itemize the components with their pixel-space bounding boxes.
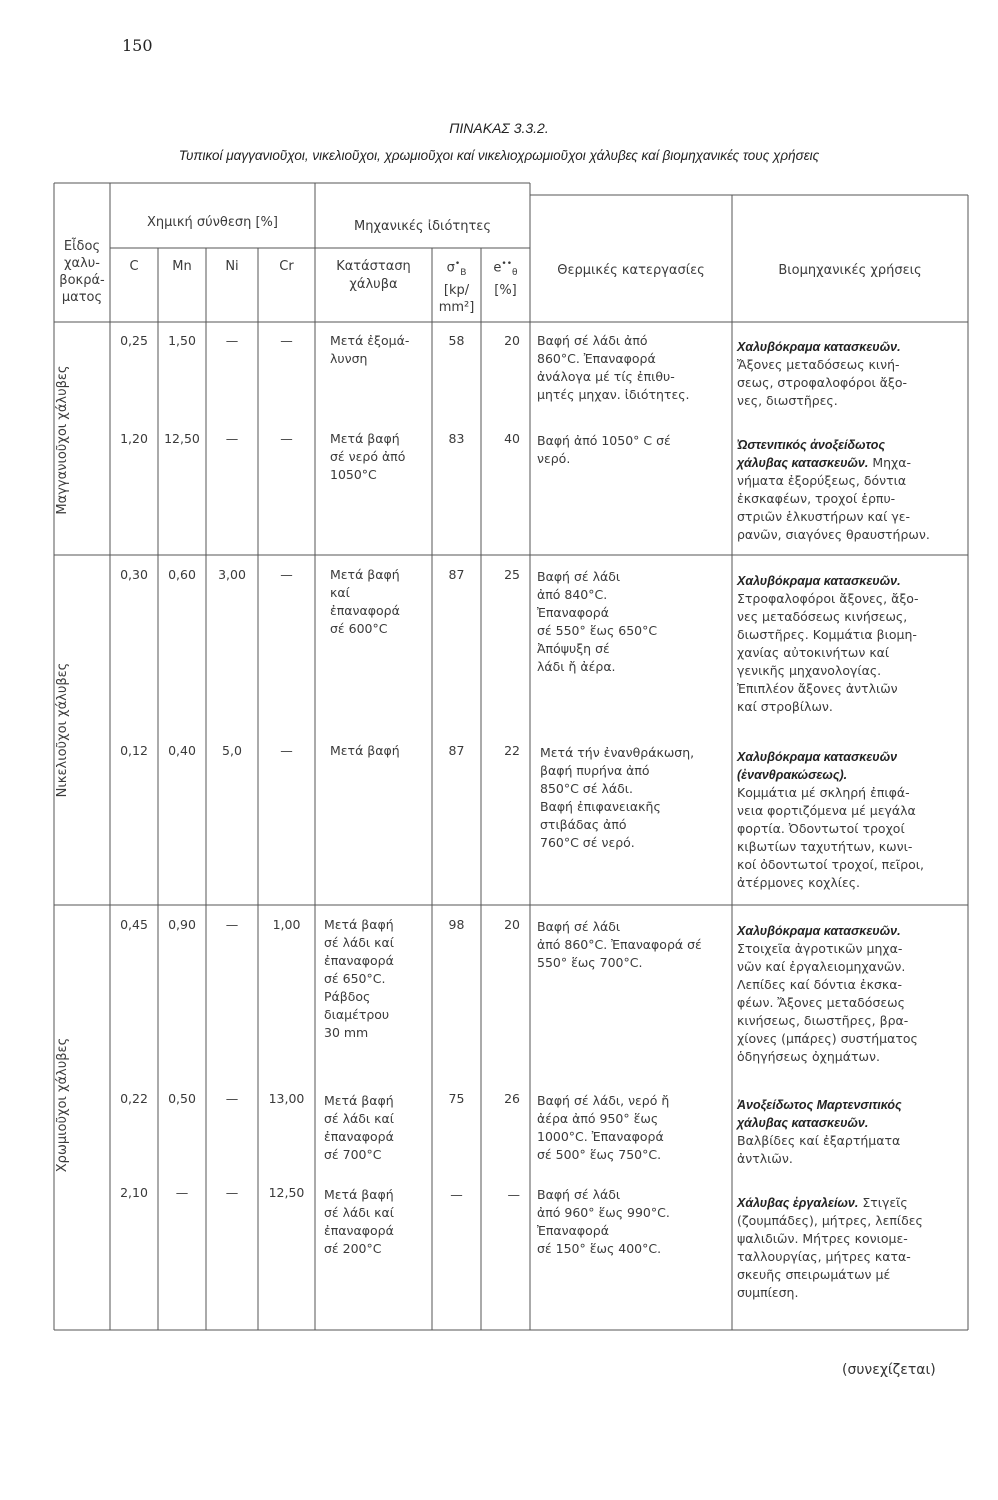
header-state: Κατάσταση χάλυβα: [336, 259, 411, 292]
cell-cr: —: [280, 431, 293, 446]
cell-sigma: —: [450, 1187, 463, 1202]
cell-state: Μετά βαφή σέ λάδι καί ἐπαναφορά σέ 700°C: [324, 1093, 394, 1162]
header-cr: Cr: [279, 259, 294, 274]
cell-thermal: Μετά τήν ἐνανθράκωση, βαφή πυρήνα ἀπό 850°C σέ λάδι. Βαφή ἐπιφανειακῆς στιβάδας ἀπό 760°C σέ νερό.: [540, 745, 695, 850]
group-label-nickel: Νικελιοῦχοι χάλυβες: [55, 662, 70, 798]
cell-thermal: Βαφή ἀπό 1050° C σέ νερό.: [537, 433, 671, 466]
cell-cr: —: [280, 567, 293, 582]
cell-c: 0,22: [120, 1091, 148, 1106]
continued-note: (συνεχίζεται): [842, 1362, 936, 1378]
cell-cr: 12,50: [268, 1185, 305, 1200]
cell-uses: Χαλυβόκραμα κατασκευῶν (ἐνανθρακώσεως). Κομμάτια μέ σκληρή ἐπιφά- νεια φορτιζόμενα μέ μεγάλα φορτία. Ὀδοντωτοί τροχοί κιβωτίων ταχυτήτων, κωνι- κοί ὀδοντωτοί τροχοί, πεῖροι, ἀτέρμονες κοχλίες.: [737, 750, 924, 890]
cell-state: Μετά βαφή καί ἐπαναφορά σέ 600°C: [330, 567, 400, 636]
header-sigma: $\sigma^•_B$ [kp/ mm²]: [438, 259, 475, 315]
cell-state: Μετά βαφή σέ λάδι καί ἐπαναφορά σέ 650°C. Ράβδος διαμέτρου 30 mm: [324, 917, 394, 1040]
cell-e: 20: [504, 333, 520, 348]
cell-sigma: 83: [448, 431, 465, 446]
cell-ni: 3,00: [218, 567, 246, 582]
cell-e: 26: [504, 1091, 520, 1106]
cell-c: 0,25: [120, 333, 148, 348]
cell-e: 22: [504, 743, 520, 758]
cell-state: Μετά βαφή: [330, 743, 400, 758]
cell-state: Μετά βαφή σέ λάδι καί ἐπαναφορά σέ 200°C: [324, 1187, 394, 1256]
cell-sigma: 87: [448, 567, 465, 582]
header-mech-group: Μηχανικές ἰδιότητες: [354, 219, 491, 234]
cell-c: 0,45: [120, 917, 148, 932]
cell-e: 20: [504, 917, 520, 932]
cell-sigma: 87: [448, 743, 465, 758]
cell-mn: 0,40: [168, 743, 196, 758]
cell-c: 0,12: [120, 743, 148, 758]
cell-thermal: Βαφή σέ λάδι ἀπό 860°C. Ἐπαναφορά σέ 550° ἕως 700°C.: [537, 919, 702, 970]
cell-sigma: 98: [448, 917, 465, 932]
cell-mn: 0,60: [168, 567, 196, 582]
cell-mn: 0,50: [168, 1091, 196, 1106]
cell-thermal: Βαφή σέ λάδι, νερό ἤ ἀέρα ἀπό 950° ἕως 1000°C. Ἐπαναφορά σέ 500° ἕως 750°C.: [537, 1093, 670, 1162]
cell-mn: —: [175, 1185, 189, 1200]
cell-ni: —: [225, 431, 239, 446]
header-ni: Ni: [225, 259, 239, 274]
cell-e: —: [507, 1187, 520, 1202]
header-mn: Mn: [172, 259, 192, 274]
page-number: 150: [122, 36, 153, 55]
cell-ni: —: [225, 333, 239, 348]
group-label-manganese: Μαγγανιοῦχοι χάλυβες: [55, 365, 70, 515]
cell-ni: —: [225, 1091, 239, 1106]
cell-cr: 13,00: [268, 1091, 305, 1106]
cell-thermal: Βαφή σέ λάδι ἀπό 840°C. Ἐπαναφορά σέ 550° ἕως 650°C Ἀπόψυξη σέ λάδι ἤ ἀέρα.: [537, 569, 658, 674]
cell-uses: Ὠστενιτικός ἀνοξείδωτος χάλυβας κατασκευῶν. Μηχα- νήματα ἐξορύξεως, δόντια ἐκσκαφέων, τροχοί ἑρπυ- στριῶν ἑλκυστήρων καί γε- ρανῶν, σιαγόνες θραυστήρων.: [737, 438, 930, 542]
group-label-chromium: Χρωμιοῦχοι χάλυβες: [55, 1037, 70, 1173]
cell-cr: 1,00: [272, 917, 301, 932]
cell-mn: 0,90: [168, 917, 196, 932]
cell-state: Μετά βαφή σέ νερό ἀπό 1050°C: [330, 431, 406, 482]
cell-ni: —: [225, 1185, 239, 1200]
cell-thermal: Βαφή σέ λάδι ἀπό 860°C. Ἐπαναφορά ἀνάλογα μέ τίς ἐπιθυ- μητές μηχαν. ἰδιότητες.: [537, 333, 690, 402]
cell-uses: Χάλυβας ἐργαλείων. Στιγεῖς (ζουμπάδες), μήτρες, λεπίδες ψαλιδιῶν. Μήτρες κονιομε- ταλλουργίας, μήτρες κατα- σκευῆς σπειρωμάτων μέ συμπίεση.: [737, 1195, 923, 1300]
cell-uses: Χαλυβόκραμα κατασκευῶν. Στοιχεῖα ἀγροτικῶν μηχα- νῶν καί ἐργαλειομηχανῶν. Λεπίδες καί δόντια ἐκσκα- φέων. Ἄξονες μεταδόσεως κινήσεως, διωστῆρες, βρα- χίονες (μπάρες) συστήματος ὁδηγήσεως ὀχημάτων.: [737, 924, 918, 1064]
cell-cr: —: [280, 333, 293, 348]
cell-c: 2,10: [120, 1185, 148, 1200]
cell-uses: Χαλυβόκραμα κατασκευῶν. Στροφαλοφόροι ἄξονες, ἄξο- νες μεταδόσεως κινήσεως, διωστῆρες. Κομμάτια βιομη- χανίας αὐτοκινήτων καί γενικῆς μηχανολογίας. Ἐπιπλέον ἄξονες ἀντλιῶν καί στροβίλων.: [737, 574, 919, 714]
cell-e: 40: [504, 431, 520, 446]
cell-cr: —: [280, 743, 293, 758]
header-chem-group: Χημική σύνθεση [%]: [147, 215, 278, 230]
header-uses: Βιομηχανικές χρήσεις: [778, 263, 922, 278]
table-caption: Τυπικοί μαγγανιοῦχοι, νικελιοῦχοι, χρωμιοῦχοι καί νικελιοχρωμιοῦχοι χάλυβες καί βιομηχανικές τους χρήσεις: [178, 148, 820, 163]
header-kind: Εἶδος χαλυ- βοκρά- ματος: [59, 239, 105, 305]
cell-sigma: 75: [448, 1091, 465, 1106]
cell-sigma: 58: [448, 333, 465, 348]
cell-mn: 12,50: [164, 431, 200, 446]
header-e: $e^{••}_\theta$ [%]: [493, 259, 518, 298]
cell-e: 25: [504, 567, 520, 582]
header-thermal: Θερμικές κατεργασίες: [557, 263, 705, 278]
cell-ni: 5,0: [222, 743, 242, 758]
header-c: C: [129, 259, 139, 274]
cell-state: Μετά ἐξομά- λυνση: [330, 333, 410, 366]
table-title: ΠΙΝΑΚΑΣ 3.3.2.: [449, 120, 549, 136]
cell-ni: —: [225, 917, 239, 932]
cell-uses: Χαλυβόκραμα κατασκευῶν. Ἄξονες μεταδόσεως κινή- σεως, στροφαλοφόροι ἄξο- νες, διωστῆρες.: [737, 340, 908, 408]
cell-c: 1,20: [120, 431, 148, 446]
cell-c: 0,30: [120, 567, 148, 582]
cell-mn: 1,50: [168, 333, 196, 348]
cell-uses: Ἀνοξείδωτος Μαρτενσιτικός χάλυβας κατασκευῶν. Βαλβίδες καί ἐξαρτήματα ἀντλιῶν.: [737, 1098, 902, 1166]
cell-thermal: Βαφή σέ λάδι ἀπό 960° ἕως 990°C. Ἐπαναφορά σέ 150° ἕως 400°C.: [537, 1187, 670, 1256]
